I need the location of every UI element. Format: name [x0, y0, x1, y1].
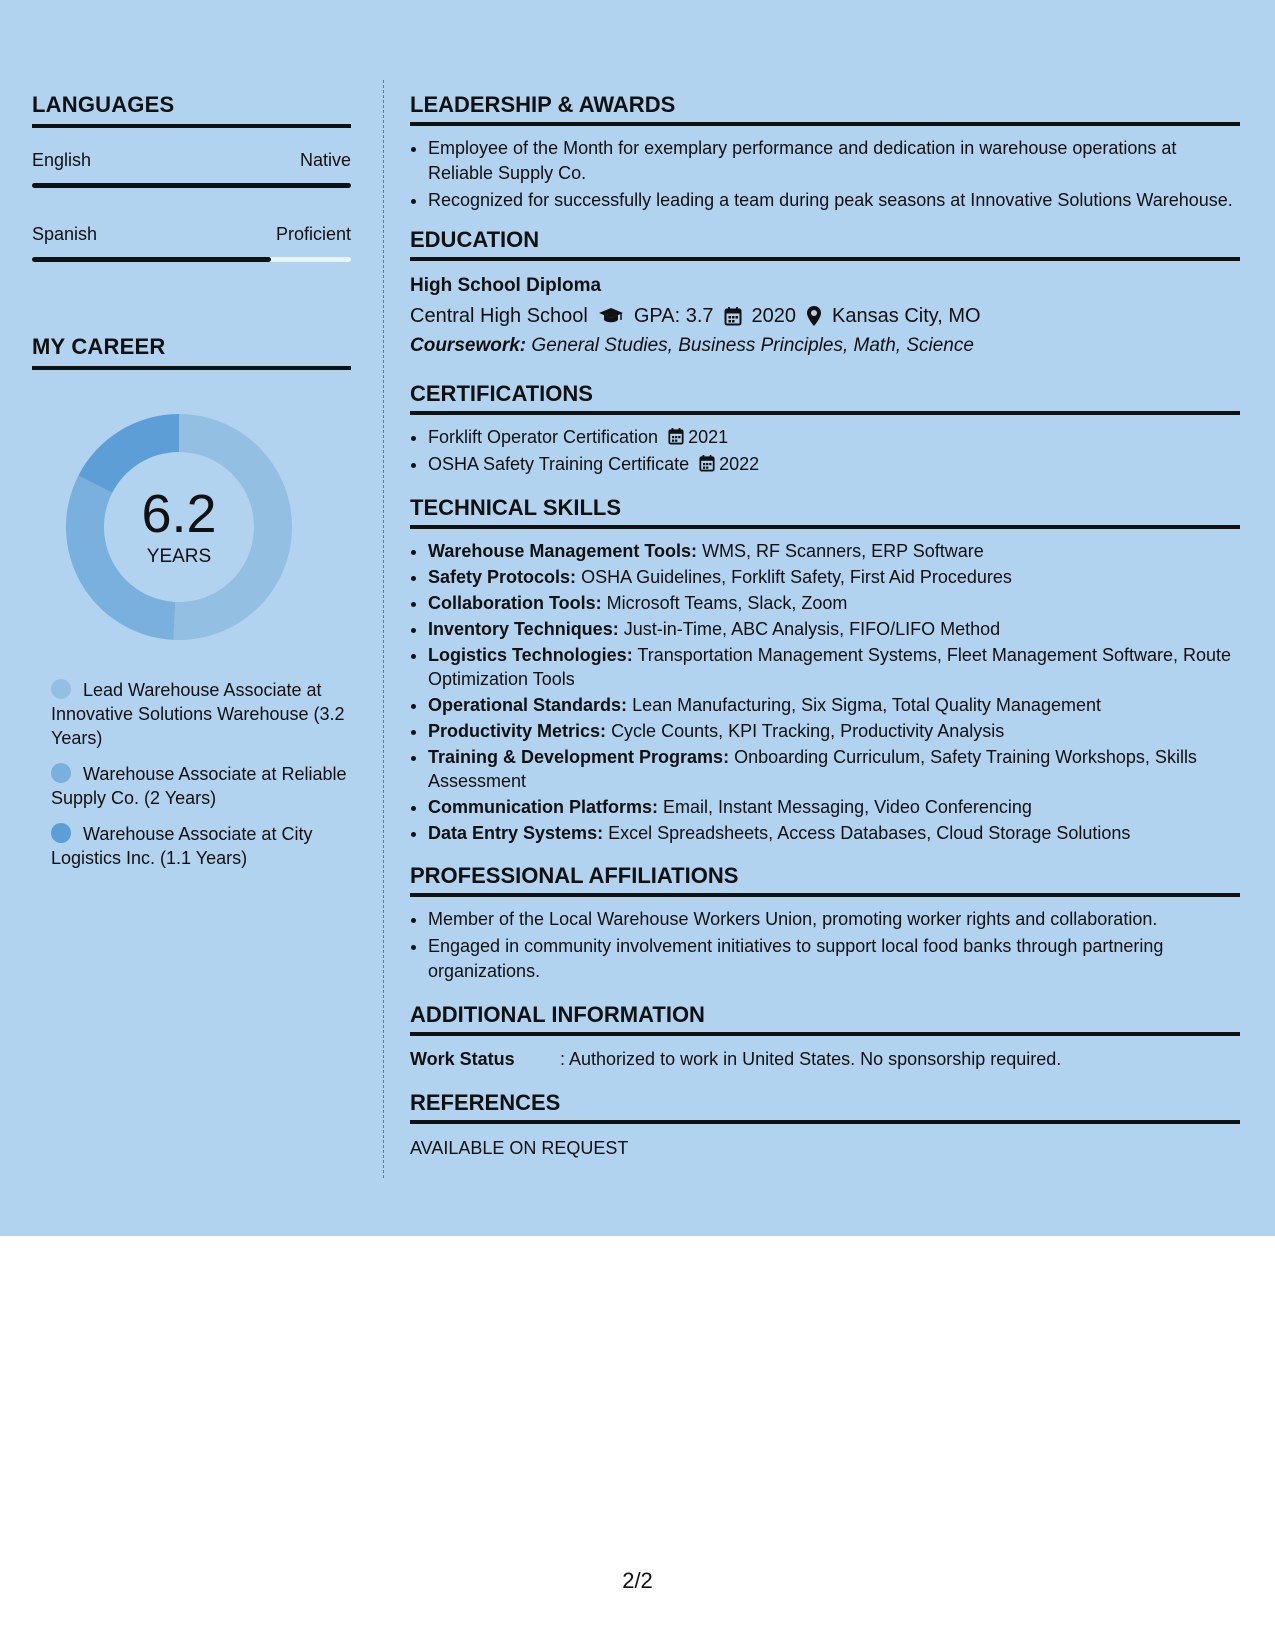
affiliations-section: [410, 863, 1240, 984]
languages-title: LANGUAGES: [32, 92, 351, 128]
calendar-icon: [699, 454, 715, 472]
legend-item: [51, 678, 351, 750]
certification-name: Forklift Operator Certification: [428, 427, 659, 447]
affiliations-title: PROFESSIONAL AFFILIATIONS: [410, 863, 1240, 897]
skill-item: [428, 617, 1240, 641]
language-proficiency-fill: [32, 257, 271, 262]
legend-item: [51, 822, 351, 870]
work-status-row: [410, 1046, 1240, 1072]
career-donut-chart: [64, 412, 294, 642]
education-coursework: [410, 331, 1240, 361]
references-title: REFERENCES: [410, 1090, 1240, 1124]
skill-label: Warehouse Management Tools:: [428, 541, 698, 561]
calendar-icon: [724, 306, 742, 326]
skill-value: Cycle Counts, KPI Tracking, Productivity Analysis: [611, 721, 1005, 741]
work-status-value: : Authorized to work in United States. No sponsorship required.: [560, 1049, 1062, 1069]
education-details: [410, 301, 1240, 331]
skill-label: Collaboration Tools:: [428, 593, 602, 613]
leadership-section: [410, 92, 1240, 213]
language-name: Spanish: [32, 224, 98, 244]
skill-value: Email, Instant Messaging, Video Conferencing: [663, 797, 1032, 817]
skills-title: TECHNICAL SKILLS: [410, 495, 1240, 529]
skill-item: [428, 591, 1240, 615]
leadership-title: LEADERSHIP & AWARDS: [410, 92, 1240, 126]
skill-value: Lean Manufacturing, Six Sigma, Total Quality Management: [632, 695, 1101, 715]
skill-item: [428, 565, 1240, 589]
skill-item: [428, 539, 1240, 563]
career-total-unit: YEARS: [146, 546, 212, 567]
list-item: [428, 452, 1240, 477]
right-column: [410, 92, 1240, 1176]
skill-item: [428, 643, 1240, 691]
additional-section: [410, 1002, 1240, 1072]
certification-year: 2021: [688, 427, 729, 447]
skill-label: Productivity Metrics:: [428, 721, 607, 741]
skill-value: Onboarding Curriculum, Safety Training Workshops, Skills Assessment: [428, 747, 1197, 791]
skill-value: OSHA Guidelines, Forklift Safety, First Aid Procedures: [581, 567, 1012, 587]
skill-label: Training & Development Programs:: [428, 747, 730, 767]
career-total-years: 6.2: [141, 484, 217, 544]
language-item-spanish: [32, 224, 351, 262]
list-item: [428, 425, 1240, 450]
language-name: English: [32, 150, 92, 170]
legend-label: Warehouse Associate at City Logistics Inc. (1.1 Years): [51, 824, 313, 868]
education-section: [410, 227, 1240, 361]
skill-item: [428, 745, 1240, 793]
legend-dot: [51, 763, 71, 783]
skills-section: [410, 495, 1240, 845]
education-location: Kansas City, MO: [832, 305, 981, 327]
list-item: • Engaged in community involvement initiatives to support local food banks through partnering organizations.: [428, 934, 1240, 984]
donut-center: [64, 412, 294, 642]
skill-value: Excel Spreadsheets, Access Databases, Cloud Storage Solutions: [608, 823, 1131, 843]
skill-item: [428, 719, 1240, 743]
list-item: • Member of the Local Warehouse Workers Union, promoting worker rights and collaboration.: [428, 907, 1240, 932]
education-gpa: GPA: 3.7: [633, 305, 714, 327]
legend-label: Warehouse Associate at Reliable Supply Co. (2 Years): [51, 764, 347, 808]
certifications-title: CERTIFICATIONS: [410, 381, 1240, 415]
skill-label: Logistics Technologies:: [428, 645, 633, 665]
language-level: Native: [299, 150, 351, 170]
certification-year: 2022: [719, 454, 760, 474]
skill-value: Just-in-Time, ABC Analysis, FIFO/LIFO Method: [623, 619, 1001, 639]
career-title: MY CAREER: [32, 334, 351, 370]
legend-dot: [51, 823, 71, 843]
references-value: AVAILABLE ON REQUEST: [410, 1138, 629, 1158]
skill-label: Data Entry Systems:: [428, 823, 604, 843]
location-pin-icon: [806, 305, 822, 327]
language-proficiency-bar: [32, 257, 351, 262]
language-level: Proficient: [275, 224, 351, 244]
skill-value: WMS, RF Scanners, ERP Software: [702, 541, 984, 561]
legend-item: [51, 762, 351, 810]
legend-label: Lead Warehouse Associate at Innovative Solutions Warehouse (3.2 Years): [51, 680, 345, 748]
skill-label: Inventory Techniques:: [428, 619, 619, 639]
calendar-icon: [668, 427, 684, 445]
left-column: [32, 92, 351, 882]
certifications-section: [410, 381, 1240, 477]
certification-name: OSHA Safety Training Certificate: [428, 454, 690, 474]
skill-value: Transportation Management Systems, Fleet Management Software, Route Optimization Tools: [428, 645, 1232, 689]
list-item: • Employee of the Month for exemplary performance and dedication in warehouse operations at Reliable Supply Co.: [428, 136, 1240, 186]
skill-label: Operational Standards:: [428, 695, 628, 715]
language-item-english: [32, 150, 351, 188]
education-degree: High School Diploma: [410, 275, 602, 296]
legend-dot: [51, 679, 71, 699]
page-number: 2/2: [622, 1568, 653, 1593]
references-section: [410, 1090, 1240, 1162]
additional-title: ADDITIONAL INFORMATION: [410, 1002, 1240, 1036]
skill-item: [428, 795, 1240, 819]
column-divider: [383, 80, 384, 1178]
skill-item: [428, 821, 1240, 845]
career-legend: [51, 678, 351, 870]
graduation-cap-icon: [598, 307, 624, 325]
language-proficiency-fill: [32, 183, 351, 188]
skill-value: Microsoft Teams, Slack, Zoom: [606, 593, 848, 613]
coursework-value: General Studies, Business Principles, Math, Science: [531, 335, 974, 356]
skill-label: Communication Platforms:: [428, 797, 659, 817]
education-title: EDUCATION: [410, 227, 1240, 261]
skill-item: [428, 693, 1240, 717]
list-item: • Recognized for successfully leading a team during peak seasons at Innovative Solutions Warehouse.: [428, 188, 1240, 213]
skill-label: Safety Protocols:: [428, 567, 577, 587]
education-school: Central High School: [410, 305, 588, 327]
language-proficiency-bar: [32, 183, 351, 188]
work-status-label: Work Status: [410, 1049, 515, 1069]
education-year: 2020: [751, 305, 797, 327]
coursework-label: Coursework:: [410, 335, 527, 356]
